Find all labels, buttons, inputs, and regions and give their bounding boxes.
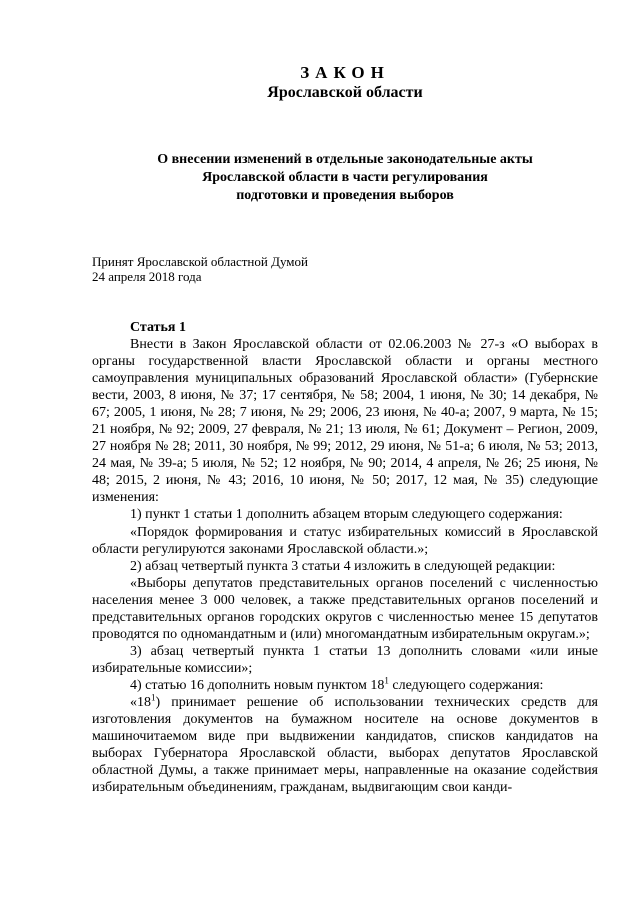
amendment-item: 3) абзац четвертый пункта 1 статьи 13 дополнить словами «или иные избирательные комиссии»; xyxy=(92,643,598,676)
amendment-quote xyxy=(92,694,598,796)
adoption-body: Принят Ярославской областной Думой xyxy=(92,254,308,269)
law-subtitle xyxy=(92,151,598,205)
amendment-quote: «Порядок формирования и статус избирательных комиссий в Ярославской области регулируются законами Ярославской области.»; xyxy=(92,524,598,557)
document-page xyxy=(92,0,598,905)
superscript: 1 xyxy=(384,675,389,686)
subtitle-line: О внесении изменений в отдельные законодательные акты xyxy=(157,152,533,167)
subtitle-line: подготовки и проведения выборов xyxy=(236,188,454,203)
amendment-quote: «Выборы депутатов представительных органов поселений с численностью населения менее 3 000 человек, а также представительных органов поселений и представительных органов городских округов с численностью менее 15 депутатов проводятся по одномандатным и (или) многомандатным избирательным округам.»; xyxy=(92,575,598,642)
article-intro: Внести в Закон Ярославской области от 02.06.2003 № 27-з «О выборах в органы государственной власти Ярославской области и органы местного самоуправления муниципальных образований Ярославской области» (Губернские вести, 2003, 8 июня, № 37; 17 сентября, № 58; 2004, 1 июня, № 30; 14 декабря, № 67; 2005, 1 июня, № 28; 7 июня, № 29; 2006, 23 июня, № 40-а; 2007, 9 марта, № 15; 21 ноября, № 92; 2009, 27 февраля, № 21; 13 июля, № 61; Документ – Регион, 2009, 27 ноября № 28; 2011, 30 ноября, № 99; 2012, 29 июня, № 51-а; 6 июля, № 53; 2013, 24 мая, № 39-а; 5 июля, № 52; 12 ноября, № 90; 2014, 4 апреля, № 26; 25 июня, № 48; 2015, 2 июня, № 43; 2016, 10 июня, № 50; 2017, 12 мая, № 35) следующие изменения: xyxy=(92,337,598,506)
item-text: 4) статью 16 дополнить новым пунктом 18 xyxy=(130,677,385,693)
quote-text: ) принимает решение об использовании технических средств для изготовления документов на бумажном носителе на основе документов в машиночитаемом виде при выдвижении кандидатов, списков кандидатов на выборах Губернатора Ярославской области, выборах депутатов Ярославской областной Думы, а также принимает меры, направленные на оказание содействия избирательным объединениям, гражданам, выдвигающим свои канди- xyxy=(92,694,598,796)
region-title: Ярославской области xyxy=(267,84,423,101)
adoption-date: 24 апреля 2018 года xyxy=(92,269,202,284)
superscript: 1 xyxy=(151,692,156,703)
adoption-note xyxy=(92,254,308,284)
amendment-item: 2) абзац четвертый пункта 3 статьи 4 изложить в следующей редакции: xyxy=(130,558,556,574)
article-body xyxy=(92,336,598,796)
subtitle-line: Ярославской области в части регулирования xyxy=(202,170,488,185)
amendment-item: 1) пункт 1 статьи 1 дополнить абзацем вторым следующего содержания: xyxy=(130,507,563,523)
quote-text: «18 xyxy=(130,694,151,710)
law-title: ЗАКОН xyxy=(300,63,390,82)
article-title: Статья 1 xyxy=(130,320,186,335)
amendment-item xyxy=(92,677,598,694)
item-text: следующего содержания: xyxy=(388,677,544,693)
